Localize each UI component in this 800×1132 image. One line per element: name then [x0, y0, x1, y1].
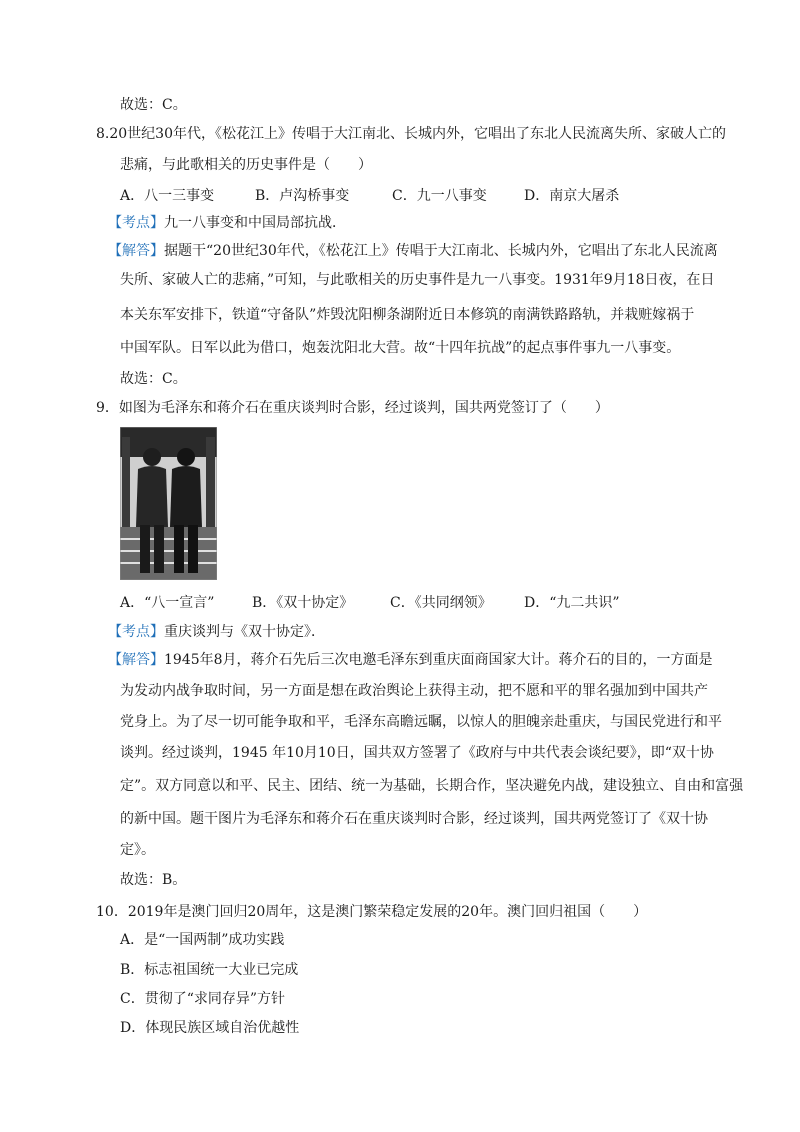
kaodian-tag: 【考点】: [108, 215, 164, 231]
kaodian-tag: 【考点】: [108, 624, 164, 640]
q8-jieda-line-4: 中国军队。日军以此为借口，炮轰沈阳北大营。故“十四年抗战”的起点事件事九一八事变。: [120, 340, 681, 356]
q10-option-b: B．标志祖国统一大业已完成: [120, 962, 299, 978]
q9-jieda-line-4: 谈判。经过谈判，1945 年10月10日，国共双方签署了《政府与中共代表会谈纪要》，即“双十协: [120, 745, 714, 761]
question-8-line-1: 8.20世纪30年代，《松花江上》传唱于大江南北、长城内外，它唱出了东北人民流离失所、家破人亡的: [96, 126, 726, 142]
q8-option-b: B．卢沟桥事变: [255, 188, 350, 204]
answer-line: 故选：C。: [120, 97, 187, 113]
q9-option-c: C．《共同纲领》: [390, 595, 492, 611]
q10-option-d: D．体现民族区域自治优越性: [120, 1020, 300, 1036]
kaodian-text: 九一八事变和中国局部抗战．: [164, 215, 346, 231]
q8-kaodian-line: [108, 213, 346, 233]
question-10: 10．2019年是澳门回归20周年，这是澳门繁荣稳定发展的20年。澳门回归祖国（ ）: [96, 904, 648, 920]
jieda-text: 1945年8月，蒋介石先后三次电邀毛泽东到重庆面商国家大计。蒋介石的目的，一方面是: [164, 652, 713, 668]
question-8-line-2: 悲痛，与此歌相关的历史事件是（ ）: [120, 157, 372, 173]
q10-option-c: C．贯彻了“求同存异”方针: [120, 991, 286, 1007]
q9-option-d: D．“九二共识”: [524, 595, 620, 611]
q8-jieda-line-1: [108, 241, 718, 261]
q8-option-c: C．九一八事变: [392, 188, 487, 204]
q9-jieda-line-5: 定”。双方同意以和平、民主、团结、统一为基础，长期合作，坚决避免内战，建设独立、自由和富强: [120, 778, 744, 794]
q8-jieda-line-3: 本关东军安排下，铁道“守备队”炸毁沈阳柳条湖附近日本修筑的南满铁路路轨，并栽赃嫁祸于: [120, 307, 695, 323]
q10-option-a: A．是“一国两制”成功实践: [120, 932, 285, 948]
q9-jieda-line-3: 党身上。为了尽一切可能争取和平，毛泽东高瞻远瞩，以惊人的胆魄亲赴重庆，与国民党进行和平: [120, 714, 722, 730]
jieda-tag: 【解答】: [108, 243, 164, 259]
q9-jieda-line-7: 定》。: [120, 842, 155, 858]
kaodian-text: 重庆谈判与《双十协定》．: [164, 624, 325, 640]
q9-option-a: A．“八一宣言”: [120, 595, 215, 611]
jieda-tag: 【解答】: [108, 652, 164, 668]
q9-jieda-line-1: [108, 650, 713, 670]
q8-option-d: D．南京大屠杀: [524, 188, 620, 204]
q9-kaodian-line: [108, 622, 325, 642]
q8-jieda-line-2: 失所、家破人亡的悲痛，”可知，与此歌相关的历史事件是九一八事变。1931年9月18日夜，在日: [120, 272, 715, 288]
question-9: 9．如图为毛泽东和蒋介石在重庆谈判时合影，经过谈判，国共两党签订了（ ）: [96, 400, 609, 416]
jieda-text: 据题干“20世纪30年代，《松花江上》传唱于大江南北、长城内外，它唱出了东北人民流离: [164, 243, 718, 259]
q9-jieda-line-2: 为发动内战争取时间，另一方面是想在政治舆论上获得主动，把不愿和平的罪名强加到中国共产: [120, 683, 708, 699]
q9-option-b: B．《双十协定》: [252, 595, 354, 611]
q9-answer: 故选：B。: [120, 872, 187, 888]
q8-option-a: A．八一三事变: [120, 188, 215, 204]
historical-photo: [120, 427, 217, 580]
q8-answer: 故选：C。: [120, 371, 187, 387]
q9-jieda-line-6: 的新中国。题干图片为毛泽东和蒋介石在重庆谈判时合影，经过谈判，国共两党签订了《双十协: [120, 811, 708, 827]
